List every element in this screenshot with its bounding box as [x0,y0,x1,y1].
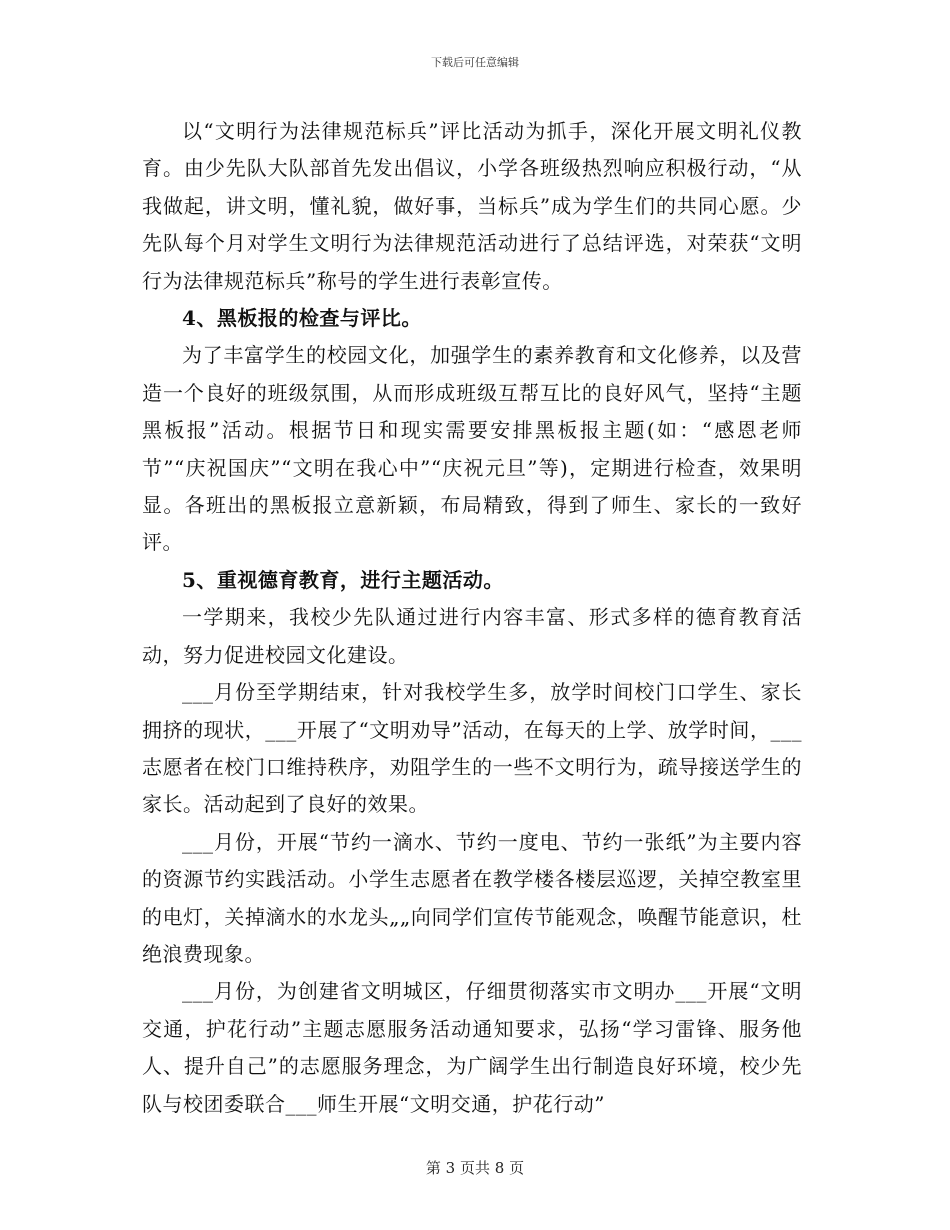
paragraph-resource-saving: ___月份，开展“节约一滴水、节约一度电、节约一张纸”为主要内容的资源节约实践活动。小学生志愿者在教学楼各楼层巡逻，关掉空教室里的电灯，关掉滴水的水龙头„„向同学们宣传节能观念，唤醒节能意识，杜绝浪费现象。 [142,829,802,966]
paragraph-semester-overview: 一学期来，我校少先队通过进行内容丰富、形式多样的德育教育活动，努力促进校园文化建设。 [142,605,802,667]
document-body [142,113,802,1123]
section-heading-blackboard: 4、黑板报的检查与评比。 [182,306,422,331]
page-number-footer: 第 3 页共 8 页 [425,1159,525,1177]
paragraph-blackboard-activity: 为了丰富学生的校园文化，加强学生的素养教育和文化修养，以及营造一个良好的班级氛围，从而形成班级互帮互比的良好风气，坚持“主题黑板报”活动。根据节日和现实需要安排黑板报主题(如：“感恩老师节”“庆祝国庆”“文明在我心中”“庆祝元旦”等)，定期进行检查，效果明显。各班出的黑板报立意新颖，布局精致，得到了师生、家长的一致好评。 [142,343,802,555]
paragraph-civility-persuasion: ___月份至学期结束，针对我校学生多，放学时间校门口学生、家长拥挤的现状，___开展了“文明劝导”活动，在每天的上学、放学时间，___志愿者在校门口维持秩序，劝阻学生的一些不文明行为，疏导接送学生的家长。活动起到了良好的效果。 [142,680,802,817]
paragraph-civil-traffic: ___月份，为创建省文明城区，仔细贯彻落实市文明办___开展“文明交通，护花行动”主题志愿服务活动通知要求，弘扬“学习雷锋、服务他人、提升自己”的志愿服务理念，为广阔学生出行制造良好环境，校少先队与校团委联合___师生开展“文明交通，护花行动” [142,979,802,1116]
header-note: 下载后可任意编辑 [431,56,519,69]
paragraph-standard-star-campaign: 以“文明行为法律规范标兵”评比活动为抓手，深化开展文明礼仪教育。由少先队大队部首先发出倡议，小学各班级热烈响应积极行动，“从我做起，讲文明，懂礼貌，做好事，当标兵”成为学生们的共同心愿。少先队每个月对学生文明行为法律规范活动进行了总结评选，对荣获“文明行为法律规范标兵”称号的学生进行表彰宣传。 [142,119,802,293]
section-heading-moral-education: 5、重视德育教育，进行主题活动。 [182,567,504,592]
